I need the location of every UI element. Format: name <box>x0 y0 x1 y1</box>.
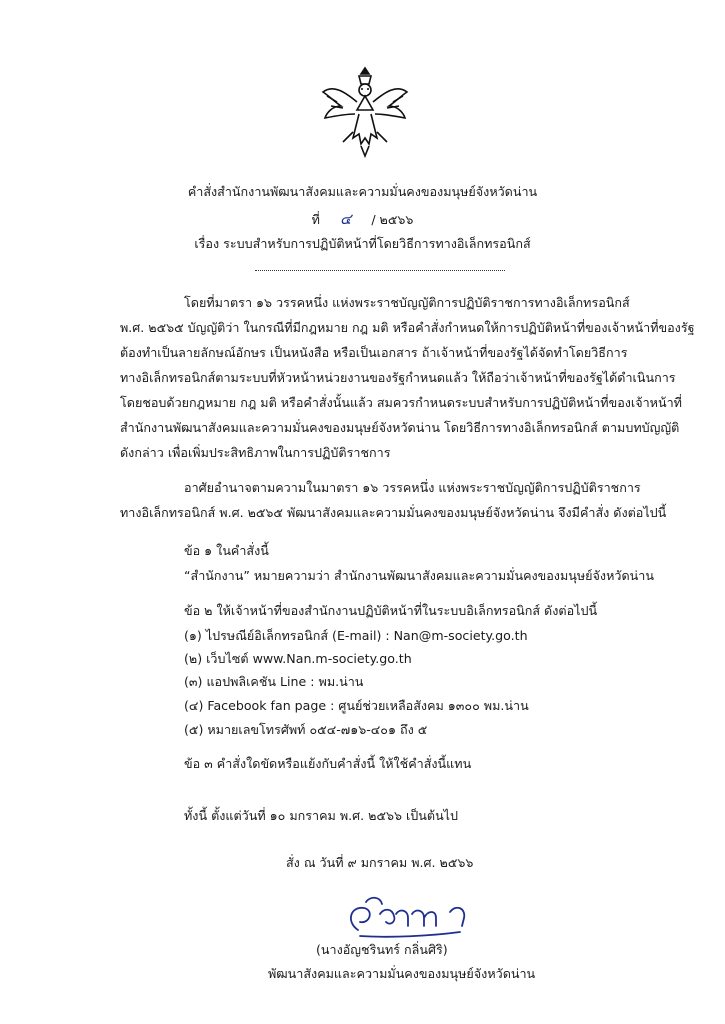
order-number-value: ๔ <box>339 210 352 228</box>
effective-date: ทั้งนี้ ตั้งแต่วันที่ ๑๐ มกราคม พ.ศ. ๒๕๖๖ เป็นต้นไป <box>184 808 459 823</box>
para1-line: ทางอิเล็กทรอนิกส์ตามระบบที่หัวหน้าหน่วยงานของรัฐกำหนดแล้ว ให้ถือว่าเจ้าหน้าที่ของรัฐได้ดำเนินการ <box>120 370 676 385</box>
para2-line: ทางอิเล็กทรอนิกส์ พ.ศ. ๒๕๖๕ พัฒนาสังคมและความมั่นคงของมนุษย์จังหวัดน่าน จึงมีคำสั่ง ดังต่อไปนี้ <box>120 505 667 520</box>
signature-scribble <box>340 892 490 942</box>
para1-line: โดยที่มาตรา ๑๖ วรรคหนึ่ง แห่งพระราชบัญญัติการปฏิบัติราชการทางอิเล็กทรอนิกส์ <box>184 295 630 310</box>
clause2-item: (๕) หมายเลขโทรศัพท์ ๐๕๔-๗๑๖-๔๐๑ ถึง ๕ <box>184 722 428 737</box>
clause1-heading: ข้อ ๑ ในคำสั่งนี้ <box>184 543 269 558</box>
garuda-emblem-icon <box>315 62 415 162</box>
ordered-date: สั่ง ณ วันที่ ๙ มกราคม พ.ศ. ๒๕๖๖ <box>286 855 474 870</box>
para1-line: พ.ศ. ๒๕๖๕ บัญญัติว่า ในกรณีที่มีกฎหมาย กฎ มติ หรือคำสั่งกำหนดให้การปฏิบัติหน้าที่ของเจ้าหน้าที่ของรัฐ <box>120 320 695 335</box>
signatory-name: (นางอัญชรินทร์ กลิ่นศิริ) <box>316 942 448 957</box>
para1-line: ดังกล่าว เพื่อเพิ่มประสิทธิภาพในการปฏิบัติราชการ <box>120 445 391 460</box>
order-title: คำสั่งสำนักงานพัฒนาสังคมและความมั่นคงของมนุษย์จังหวัดน่าน <box>187 184 538 199</box>
para1-line: โดยชอบด้วยกฎหมาย กฎ มติ หรือคำสั่งนั้นแล้ว สมควรกำหนดระบบสำหรับการปฏิบัติหน้าที่ของเจ้าหน้าที่ <box>120 395 682 410</box>
order-subject: เรื่อง ระบบสำหรับการปฏิบัติหน้าที่โดยวิธีการทางอิเล็กทรอนิกส์ <box>194 236 531 251</box>
dotted-divider <box>255 270 505 271</box>
para1-line: ต้องทำเป็นลายลักษณ์อักษร เป็นหนังสือ หรือเป็นเอกสาร ถ้าเจ้าหน้าที่ของรัฐได้จัดทำโดยวิธีการ <box>120 345 628 360</box>
clause2-heading: ข้อ ๒ ให้เจ้าหน้าที่ของสำนักงานปฏิบัติหน้าที่ในระบบอิเล็กทรอนิกส์ ดังต่อไปนี้ <box>184 603 598 618</box>
clause2-item: (๒) เว็บไซต์ www.Nan.m-society.go.th <box>184 651 412 666</box>
order-number <box>0 207 725 231</box>
clause3: ข้อ ๓ คำสั่งใดขัดหรือแย้งกับคำสั่งนี้ ให้ใช้คำสั่งนี้แทน <box>184 756 472 771</box>
clause2-item: (๔) Facebook fan page : ศูนย์ช่วยเหลือสังคม ๑๓๐๐ พม.น่าน <box>184 698 529 713</box>
clause1-definition: “สำนักงาน” หมายความว่า สำนักงานพัฒนาสังคมและความมั่นคงของมนุษย์จังหวัดน่าน <box>184 568 654 583</box>
clause2-item: (๑) ไปรษณีย์อิเล็กทรอนิกส์ (E-mail) : Nan@m-society.go.th <box>184 628 528 643</box>
para1-line: สำนักงานพัฒนาสังคมและความมั่นคงของมนุษย์จังหวัดน่าน โดยวิธีการทางอิเล็กทรอนิกส์ ตามบทบัญญัติ <box>120 420 680 435</box>
order-number-year: / ๒๕๖๖ <box>371 212 414 227</box>
signatory-position: พัฒนาสังคมและความมั่นคงของมนุษย์จังหวัดน่าน <box>268 966 536 981</box>
order-number-label: ที่ <box>311 212 320 227</box>
clause2-item: (๓) แอปพลิเคชัน Line : พม.น่าน <box>184 674 364 689</box>
para2-line: อาศัยอำนาจตามความในมาตรา ๑๖ วรรคหนึ่ง แห่งพระราชบัญญัติการปฏิบัติราชการ <box>184 480 641 495</box>
